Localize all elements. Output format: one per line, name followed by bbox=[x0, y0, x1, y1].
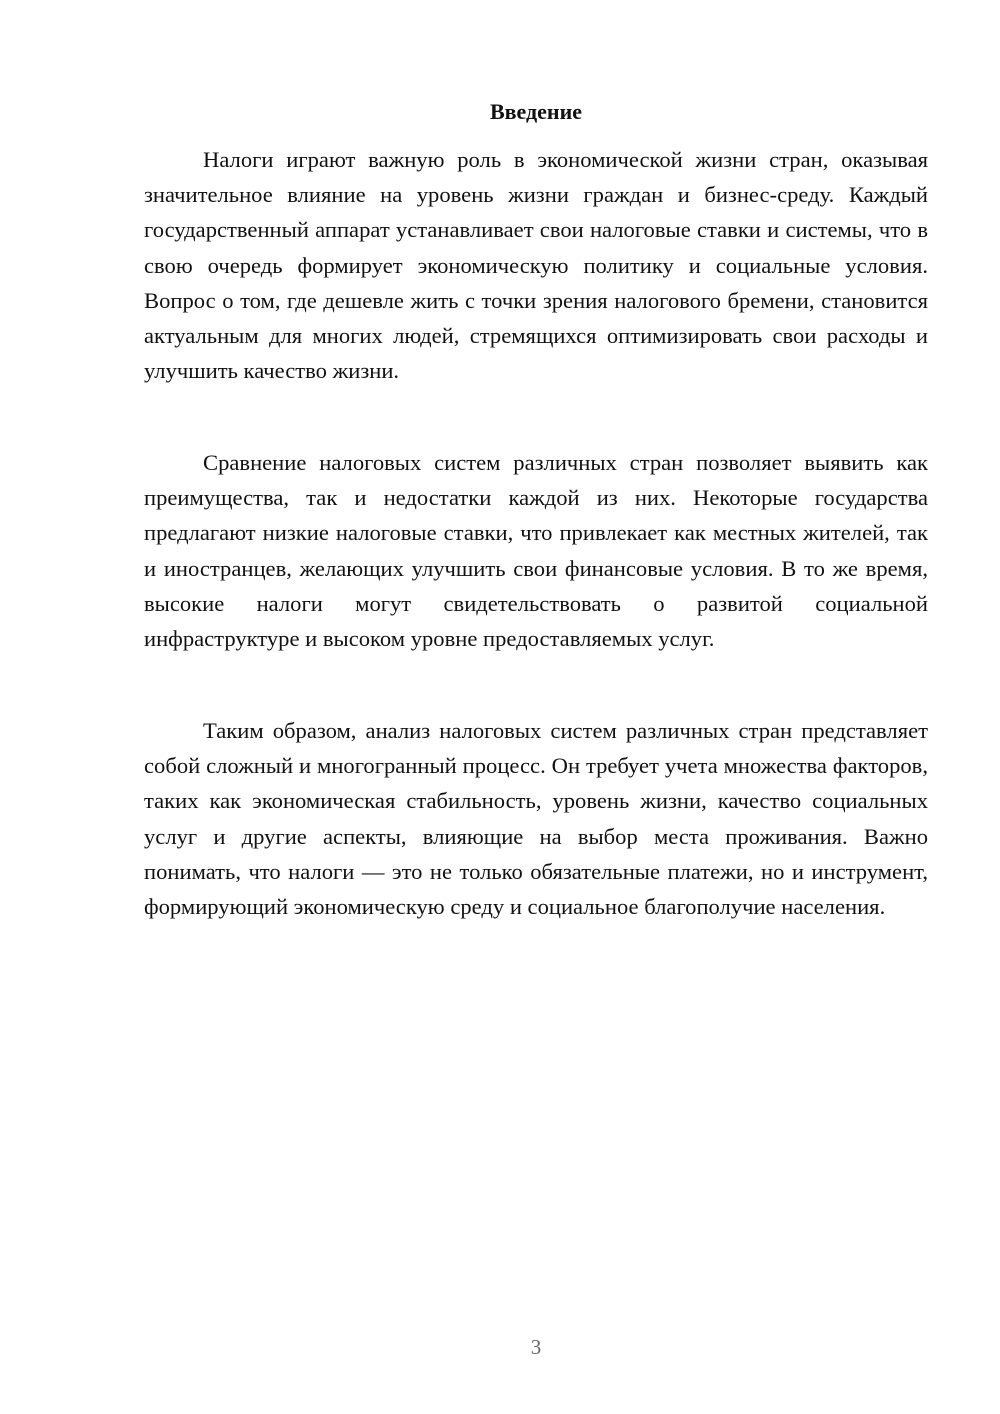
section-title: Введение bbox=[489, 99, 583, 124]
paragraph-1: Налоги играют важную роль в экономической жизни стран, оказывая значительное влияние на уровень жизни граждан и бизнес-среду. Каждый государственный аппарат устанавливает свои налоговые ставки и системы, что в свою очередь формирует экономическую политику и социальные условия. Вопрос о том, где дешевле жить с точки зрения налогового бремени, становится актуальным для многих людей, стремящихся оптимизировать свои расходы и улучшить качество жизни. bbox=[144, 147, 928, 384]
page-number: 3 bbox=[530, 1335, 542, 1359]
paragraph-2: Сравнение налоговых систем различных стран позволяет выявить как преимущества, так и недостатки каждой из них. Некоторые государства предлагают низкие налоговые ставки, что привлекает как местных жителей, так и иностранцев, желающих улучшить свои финансовые условия. В то же время, высокие налоги могут свидетельствовать о развитой социальной инфраструктуре и высоком уровне предоставляемых услуг. bbox=[144, 450, 928, 652]
paragraph-3: Таким образом, анализ налоговых систем различных стран представляет собой сложный и многогранный процесс. Он требует учета множества факторов, таких как экономическая стабильность, уровень жизни, качество социальных услуг и другие аспекты, влияющие на выбор места проживания. Важно понимать, что налоги — это не только обязательные платежи, но и инструмент, формирующий экономическую среду и социальное благополучие населения. bbox=[144, 718, 928, 920]
